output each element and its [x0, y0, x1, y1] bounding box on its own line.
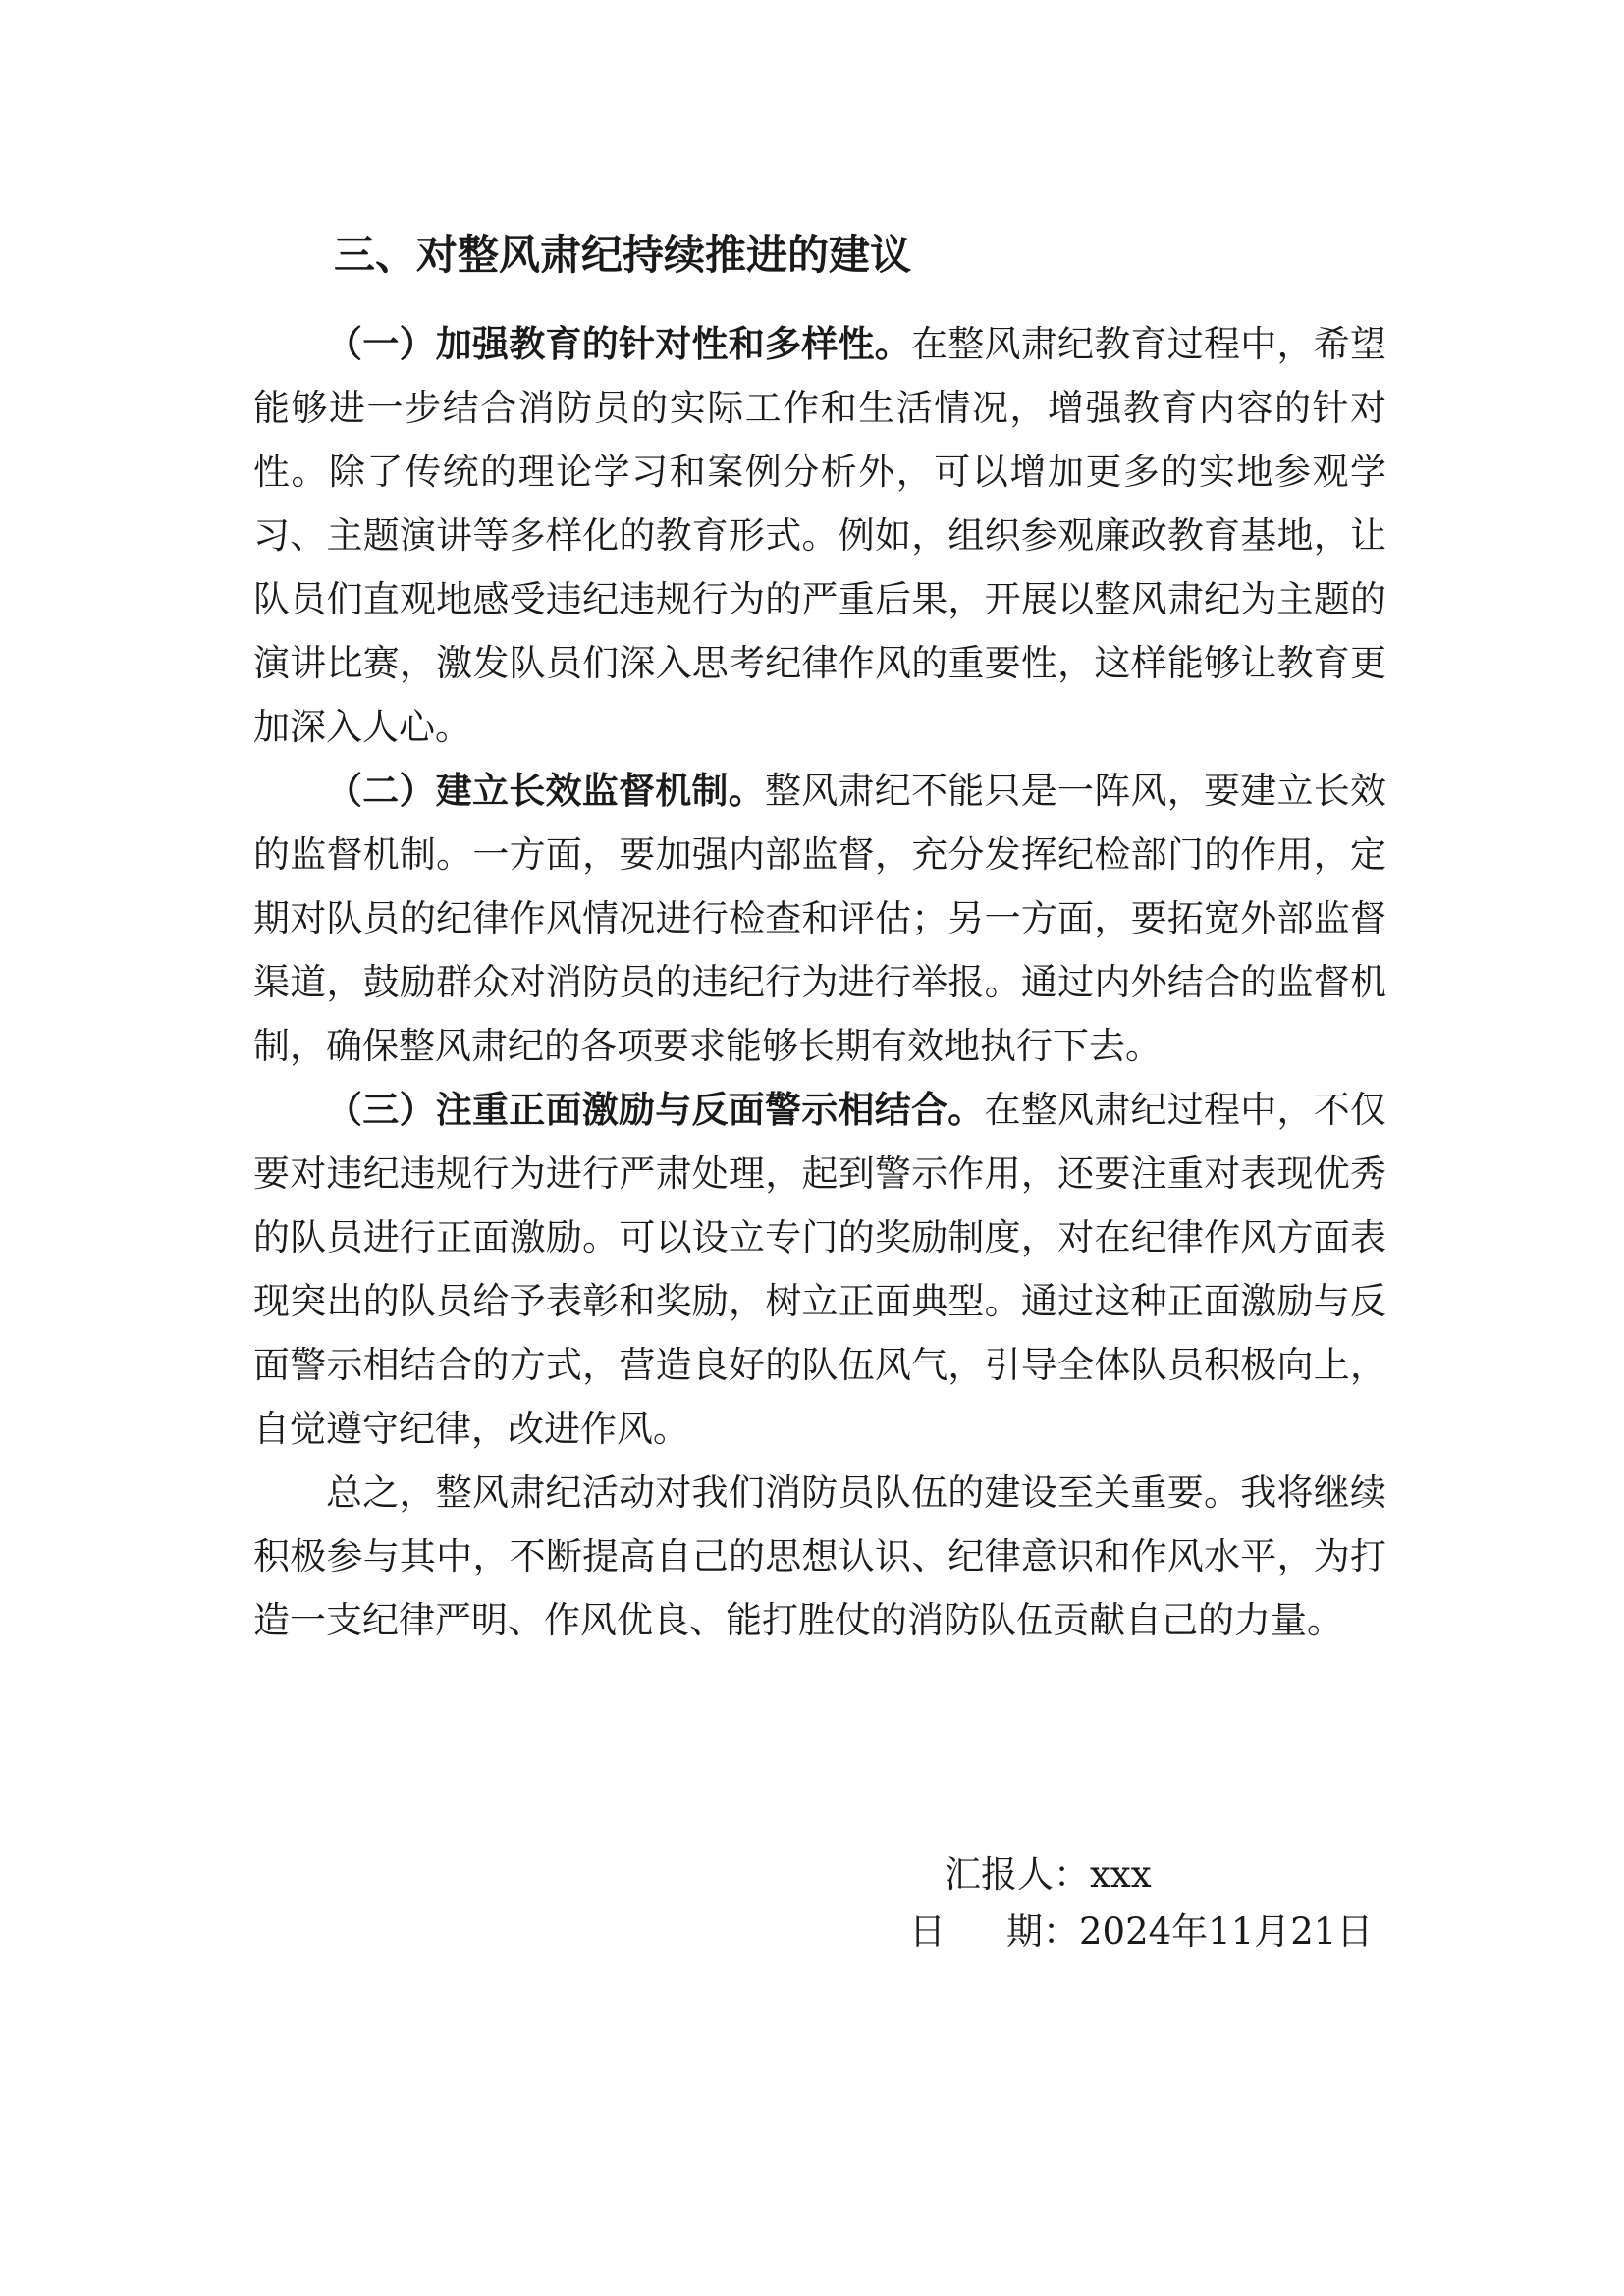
- signature-reporter: [945, 1849, 1152, 1900]
- signature-date: [909, 1906, 1373, 1957]
- date-label-first: 日: [909, 1910, 946, 1952]
- date-label-second: 期：: [1006, 1910, 1079, 1952]
- date-value: 2024年11月21日: [1079, 1910, 1374, 1952]
- paragraph-conclusion: 总之，整风肃纪活动对我们消防员队伍的建设至关重要。我将继续积极参与其中，不断提高自己的思想认识、纪律意识和作风水平，为打造一支纪律严明、作风优良、能打胜仗的消防队伍贡献自己的力量。: [253, 1471, 1386, 1641]
- reporter-name: xxx: [1090, 1853, 1152, 1896]
- document-body: [253, 312, 1386, 1652]
- paragraph-lead: （三）注重正面激励与反面警示相结合。: [326, 1088, 985, 1131]
- paragraph-incentive: [253, 1078, 1386, 1461]
- paragraph-text: 在整风肃纪教育过程中，希望能够进一步结合消防员的实际工作和生活情况，增强教育内容的针对性。除了传统的理论学习和案例分析外，可以增加更多的实地参观学习、主题演讲等多样化的教育形式。例如，组织参观廉政教育基地，让队员们直观地感受违纪违规行为的严重后果，开展以整风肃纪为主题的演讲比赛，激发队员们深入思考纪律作风的重要性，这样能够让教育更加深入人心。: [253, 323, 1386, 748]
- paragraph-text: 在整风肃纪过程中，不仅要对违纪违规行为进行严肃处理，起到警示作用，还要注重对表现优秀的队员进行正面激励。可以设立专门的奖励制度，对在纪律作风方面表现突出的队员给予表彰和奖励，树立正面典型。通过这种正面激励与反面警示相结合的方式，营造良好的队伍风气，引导全体队员积极向上，自觉遵守纪律，改进作风。: [253, 1089, 1386, 1450]
- section-heading: 三、对整风肃纪持续推进的建议: [334, 231, 912, 279]
- paragraph-supervision: [253, 759, 1386, 1078]
- paragraph-text: 整风肃纪不能只是一阵风，要建立长效的监督机制。一方面，要加强内部监督，充分发挥纪检部门的作用，定期对队员的纪律作风情况进行检查和评估；另一方面，要拓宽外部监督渠道，鼓励群众对消防员的违纪行为进行举报。通过内外结合的监督机制，确保整风肃纪的各项要求能够长期有效地执行下去。: [253, 770, 1386, 1067]
- paragraph-education: [253, 312, 1386, 759]
- paragraph-lead: （一）加强教育的针对性和多样性。: [326, 322, 911, 365]
- reporter-label: 汇报人：: [945, 1853, 1090, 1896]
- paragraph-lead: （二）建立长效监督机制。: [326, 769, 765, 812]
